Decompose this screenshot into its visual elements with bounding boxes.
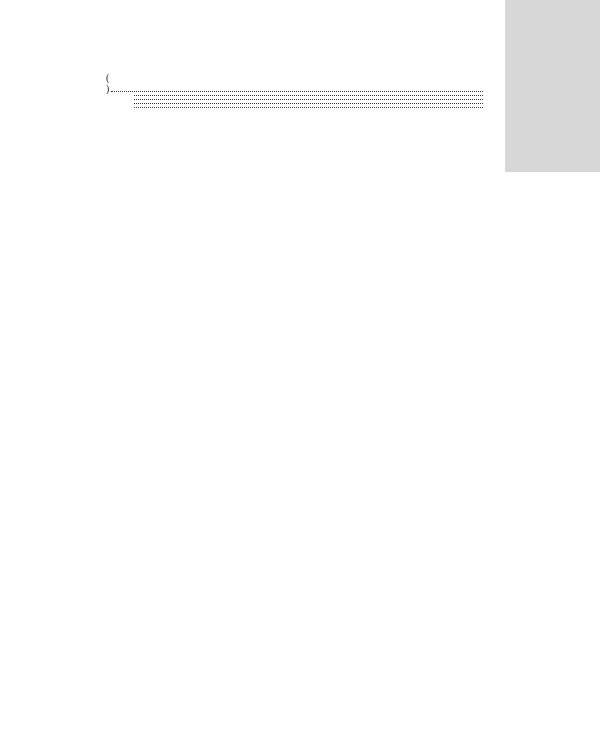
table-of-contents: [104, 73, 484, 111]
chapter-10-authors-line1: (: [106, 73, 110, 84]
chapter-10-authors-line2: ): [104, 84, 484, 95]
toc-entry: [104, 107, 484, 111]
page-edge-tab: [505, 0, 600, 172]
